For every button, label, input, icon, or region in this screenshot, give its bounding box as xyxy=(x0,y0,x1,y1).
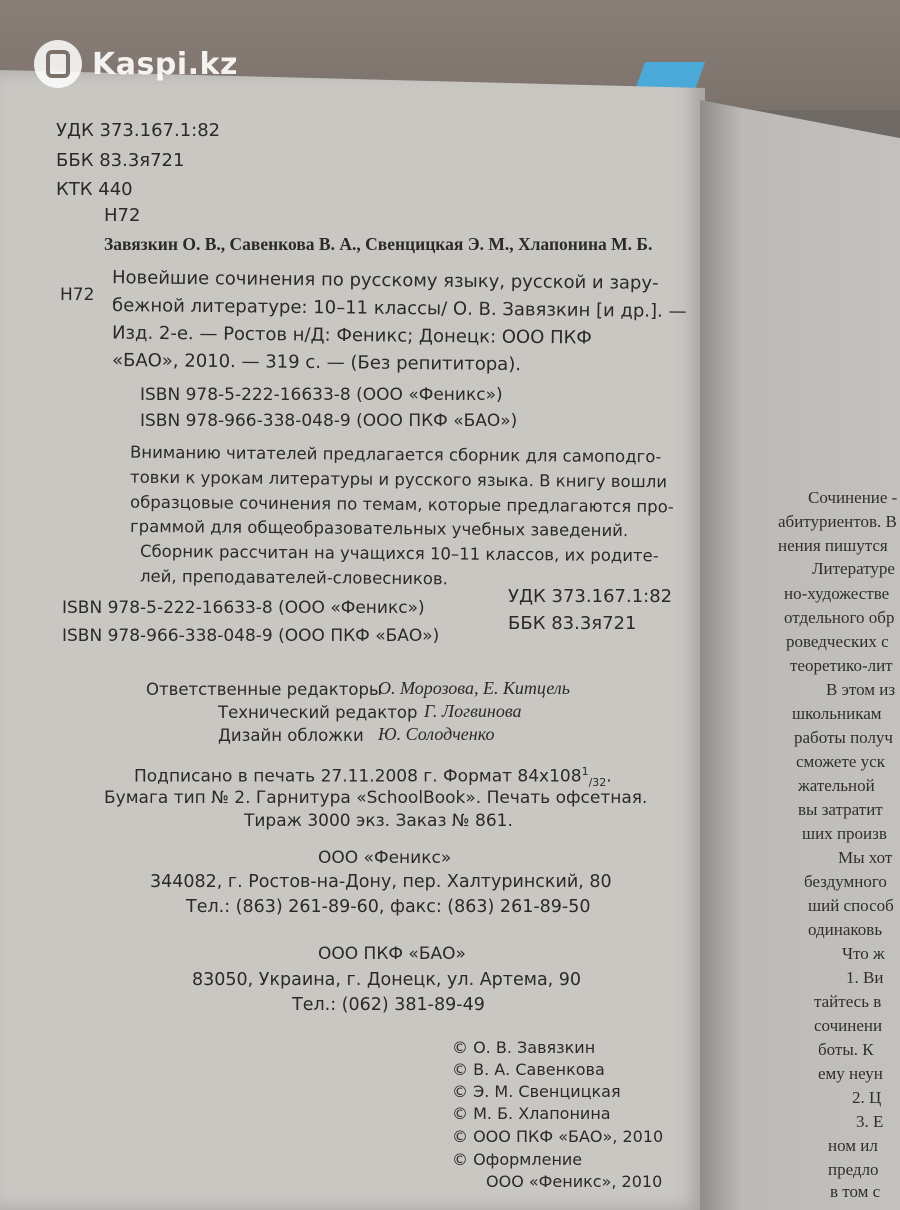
right-page-line: 3. Е xyxy=(856,1112,884,1131)
copyright-line: ООО «Феникс», 2010 xyxy=(486,1172,663,1191)
record-line: Новейшие сочинения по русскому языку, русской и зару- xyxy=(111,267,659,294)
copyright-line: © Э. М. Свенцицкая xyxy=(452,1082,621,1101)
format-sup: 1 xyxy=(581,765,589,778)
isbn-bottom-line: ISBN 978-966-338-048-9 (ООО ПКФ «БАО») xyxy=(62,626,440,646)
right-page-line: 2. Ц xyxy=(852,1088,882,1107)
paper-line: Бумага тип № 2. Гарнитура «SchoolBook». Печать офсетная. xyxy=(104,788,648,808)
publisher1-address: 344082, г. Ростов-на-Дону, пер. Халтуринский, 80 xyxy=(150,872,612,892)
right-page-line: 1. Ви xyxy=(846,968,884,987)
bbk-code: ББК 83.3я721 xyxy=(56,150,185,171)
copyright-line: © ООО ПКФ «БАО», 2010 xyxy=(452,1127,664,1146)
annotation-line: лей, преподавателей-словесников. xyxy=(139,566,448,589)
annotation-line: граммой для общеобразовательных учебных заведений. xyxy=(129,516,629,541)
resp-editors-names: О. Морозова, Е. Китцель xyxy=(378,678,570,698)
annotation-line: образцовые сочинения по темам, которые предлагаются про- xyxy=(129,492,674,517)
cover-design-label: Дизайн обложки xyxy=(218,726,364,745)
right-page-line: тайтесь в xyxy=(814,992,882,1011)
right-page-line: роведческих с xyxy=(786,632,889,651)
kaspi-watermark xyxy=(34,40,238,88)
publisher1-phone: Тел.: (863) 261-89-60, факс: (863) 261-89-50 xyxy=(186,897,591,917)
isbn-line: ISBN 978-5-222-16633-8 (ООО «Феникс») xyxy=(140,385,503,405)
tech-editor-name: Г. Логвинова xyxy=(424,701,522,721)
right-page-line: жательной xyxy=(798,776,875,795)
kaspi-logo-icon xyxy=(34,40,82,88)
cover-design-name: Ю. Солодченко xyxy=(378,724,495,744)
signed-line xyxy=(134,766,612,788)
right-page-line: отдельного обр xyxy=(784,608,895,627)
right-page-line: Мы хот xyxy=(838,848,893,867)
blue-bookmark xyxy=(635,62,705,90)
publisher1-name: ООО «Феникс» xyxy=(318,848,452,868)
format-sub: /32 xyxy=(588,776,607,790)
right-page-line: одинаковь xyxy=(808,920,883,939)
udk-code: УДК 373.167.1:82 xyxy=(56,120,221,141)
right-page-line: работы получ xyxy=(794,728,893,747)
signed-text: Подписано в печать 27.11.2008 г. Формат 84x108 xyxy=(134,766,582,787)
publisher2-phone: Тел.: (062) 381-89-49 xyxy=(292,995,485,1015)
right-page-line: ном ил xyxy=(828,1136,878,1155)
right-page-line: вы затратит xyxy=(798,800,883,819)
right-page-line: но-художестве xyxy=(784,584,890,603)
right-page-line: школьникам xyxy=(792,704,882,723)
record-line: «БАО», 2010. — 319 с. — (Без репититора). xyxy=(111,349,522,376)
publisher2-name: ООО ПКФ «БАО» xyxy=(318,944,466,964)
tech-editor-label: Технический редактор xyxy=(218,703,418,722)
resp-editors-label: Ответственные редакторы xyxy=(146,680,382,699)
right-page-line: нения пишутся xyxy=(778,536,888,555)
right-page-line: бездумного xyxy=(804,872,887,891)
right-page-line: Литературе xyxy=(812,559,895,578)
right-page-line: ший способ xyxy=(808,896,894,915)
bbk-bottom: ББК 83.3я721 xyxy=(508,613,637,634)
watermark-text: Kaspi.kz xyxy=(92,46,238,82)
copyright-line: © О. В. Завязкин xyxy=(452,1038,596,1057)
right-page-line: Сочинение - xyxy=(808,488,898,507)
record-code: Н72 xyxy=(60,285,95,305)
right-page-line: Что ж xyxy=(842,944,885,963)
right-page-line: сочинени xyxy=(814,1016,883,1035)
isbn-bottom-line: ISBN 978-5-222-16633-8 (ООО «Феникс») xyxy=(62,598,425,618)
right-page-line: абитуриентов. В xyxy=(778,512,897,531)
annotation-line: Вниманию читателей предлагается сборник для самоподго- xyxy=(129,442,662,467)
right-page-line: боты. К xyxy=(818,1040,874,1059)
author-mark: Н72 xyxy=(104,205,141,226)
record-line: Изд. 2-е. — Ростов н/Д: Феникс; Донецк: ООО ПКФ xyxy=(111,322,592,349)
ktk-code: КТК 440 xyxy=(56,179,133,200)
copyright-line: © Оформление xyxy=(452,1150,583,1169)
annotation-line: Сборник рассчитан на учащихся 10–11 классов, их родите- xyxy=(139,541,659,566)
copyright-line: © М. Б. Хлапонина xyxy=(452,1104,611,1123)
right-page-line: в том с xyxy=(830,1182,881,1201)
right-page-line: В этом из xyxy=(826,680,896,699)
signed-end: . xyxy=(606,766,612,787)
right-page-line: ших произв xyxy=(802,824,887,843)
isbn-line: ISBN 978-966-338-048-9 (ООО ПКФ «БАО») xyxy=(140,411,518,431)
right-page-line: теоретико-лит xyxy=(790,656,893,675)
run-line: Тираж 3000 экз. Заказ № 861. xyxy=(244,811,513,831)
right-page-line: сможете уск xyxy=(796,752,885,771)
authors-line: Завязкин О. В., Савенкова В. А., Свенцицкая Э. М., Хлапонина М. Б. xyxy=(104,234,653,254)
udk-bottom: УДК 373.167.1:82 xyxy=(508,586,673,607)
publisher2-address: 83050, Украина, г. Донецк, ул. Артема, 90 xyxy=(192,970,582,990)
record-line: бежной литературе: 10–11 классы/ О. В. Завязкин [и др.]. — xyxy=(111,294,687,323)
annotation-line: товки к урокам литературы и русского языка. В книгу вошли xyxy=(129,467,668,492)
copyright-line: © В. А. Савенкова xyxy=(452,1060,605,1079)
right-page-line: ему неун xyxy=(818,1064,883,1083)
right-page-line: предло xyxy=(828,1160,879,1179)
